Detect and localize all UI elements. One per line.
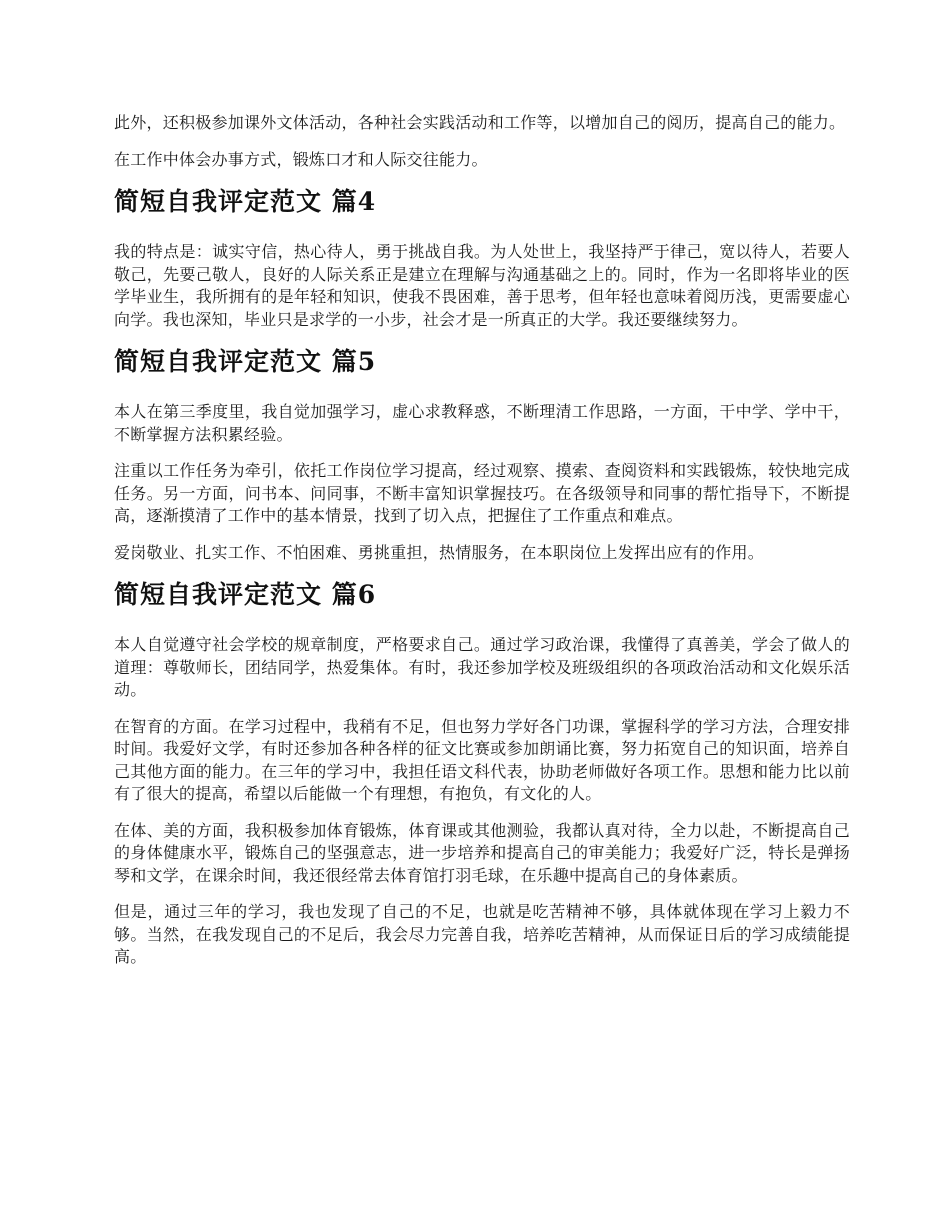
- section-4: [114, 185, 850, 331]
- section-5: [114, 345, 850, 564]
- section-5-paragraph-2: 注重以工作任务为牵引，依托工作岗位学习提高，经过观察、摸索、查阅资料和实践锻炼，较快地完成任务。另一方面，问书本、问同事，不断丰富知识掌握技巧。在各级领导和同事的帮忙指导下，不断提高，逐渐摸清了工作中的基本情景，找到了切入点，把握住了工作重点和难点。: [114, 461, 850, 525]
- intro-paragraph-1: 此外，还积极参加课外文体活动，各种社会实践活动和工作等，以增加自己的阅历，提高自己的能力。: [114, 113, 846, 132]
- section-6-heading: 简短自我评定范文 篇6: [114, 580, 377, 609]
- section-6: [114, 578, 850, 969]
- section-5-heading: 简短自我评定范文 篇5: [114, 347, 377, 376]
- section-5-paragraph-1: 本人在第三季度里，我自觉加强学习，虚心求教释惑，不断理清工作思路，一方面，干中学、学中干，不断掌握方法积累经验。: [114, 402, 850, 444]
- section-6-paragraph-3: 在体、美的方面，我积极参加体育锻炼，体育课或其他测验，我都认真对待，全力以赴，不断提高自己的身体健康水平，锻炼自己的坚强意志，进一步培养和提高自己的审美能力；我爱好广泛，特长是弹扬琴和文学，在课余时间，我还很经常去体育馆打羽毛球，在乐趣中提高自己的身体素质。: [114, 820, 850, 885]
- document-page: [114, 112, 850, 983]
- section-6-paragraph-4: 但是，通过三年的学习，我也发现了自己的不足，也就是吃苦精神不够，具体就体现在学习上毅力不够。当然，在我发现自己的不足后，我会尽力完善自我，培养吃苦精神，从而保证日后的学习成绩能提高。: [114, 902, 850, 966]
- section-6-paragraph-1: 本人自觉遵守社会学校的规章制度，严格要求自己。通过学习政治课，我懂得了真善美，学会了做人的道理：尊敬师长，团结同学，热爱集体。有时，我还参加学校及班级组织的各项政治活动和文化娱乐活动。: [114, 635, 850, 699]
- section-5-paragraph-3: 爱岗敬业、扎实工作、不怕困难、勇挑重担，热情服务，在本职岗位上发挥出应有的作用。: [114, 542, 765, 562]
- section-4-paragraph-1: 我的特点是：诚实守信，热心待人，勇于挑战自我。为人处世上，我坚持严于律己，宽以待人，若要人敬己，先要己敬人，良好的人际关系正是建立在理解与沟通基础之上的。同时，作为一名即将毕业的医学毕业生，我所拥有的是年轻和知识，使我不畏困难，善于思考，但年轻也意味着阅历浅，更需要虚心向学。我也深知，毕业只是求学的一小步，社会才是一所真正的大学。我还要继续努力。: [114, 242, 850, 329]
- section-6-paragraph-2: 在智育的方面。在学习过程中，我稍有不足，但也努力学好各门功课，掌握科学的学习方法，合理安排时间。我爱好文学，有时还参加各种各样的征文比赛或参加朗诵比赛，努力拓宽自己的知识面，培养自己其他方面的能力。在三年的学习中，我担任语文科代表，协助老师做好各项工作。思想和能力比以前有了很大的提高，希望以后能做一个有理想，有抱负，有文化的人。: [114, 716, 850, 803]
- section-4-heading: 简短自我评定范文 篇4: [114, 187, 377, 216]
- intro-paragraph-2: 在工作中体会办事方式，锻炼口才和人际交往能力。: [114, 149, 488, 169]
